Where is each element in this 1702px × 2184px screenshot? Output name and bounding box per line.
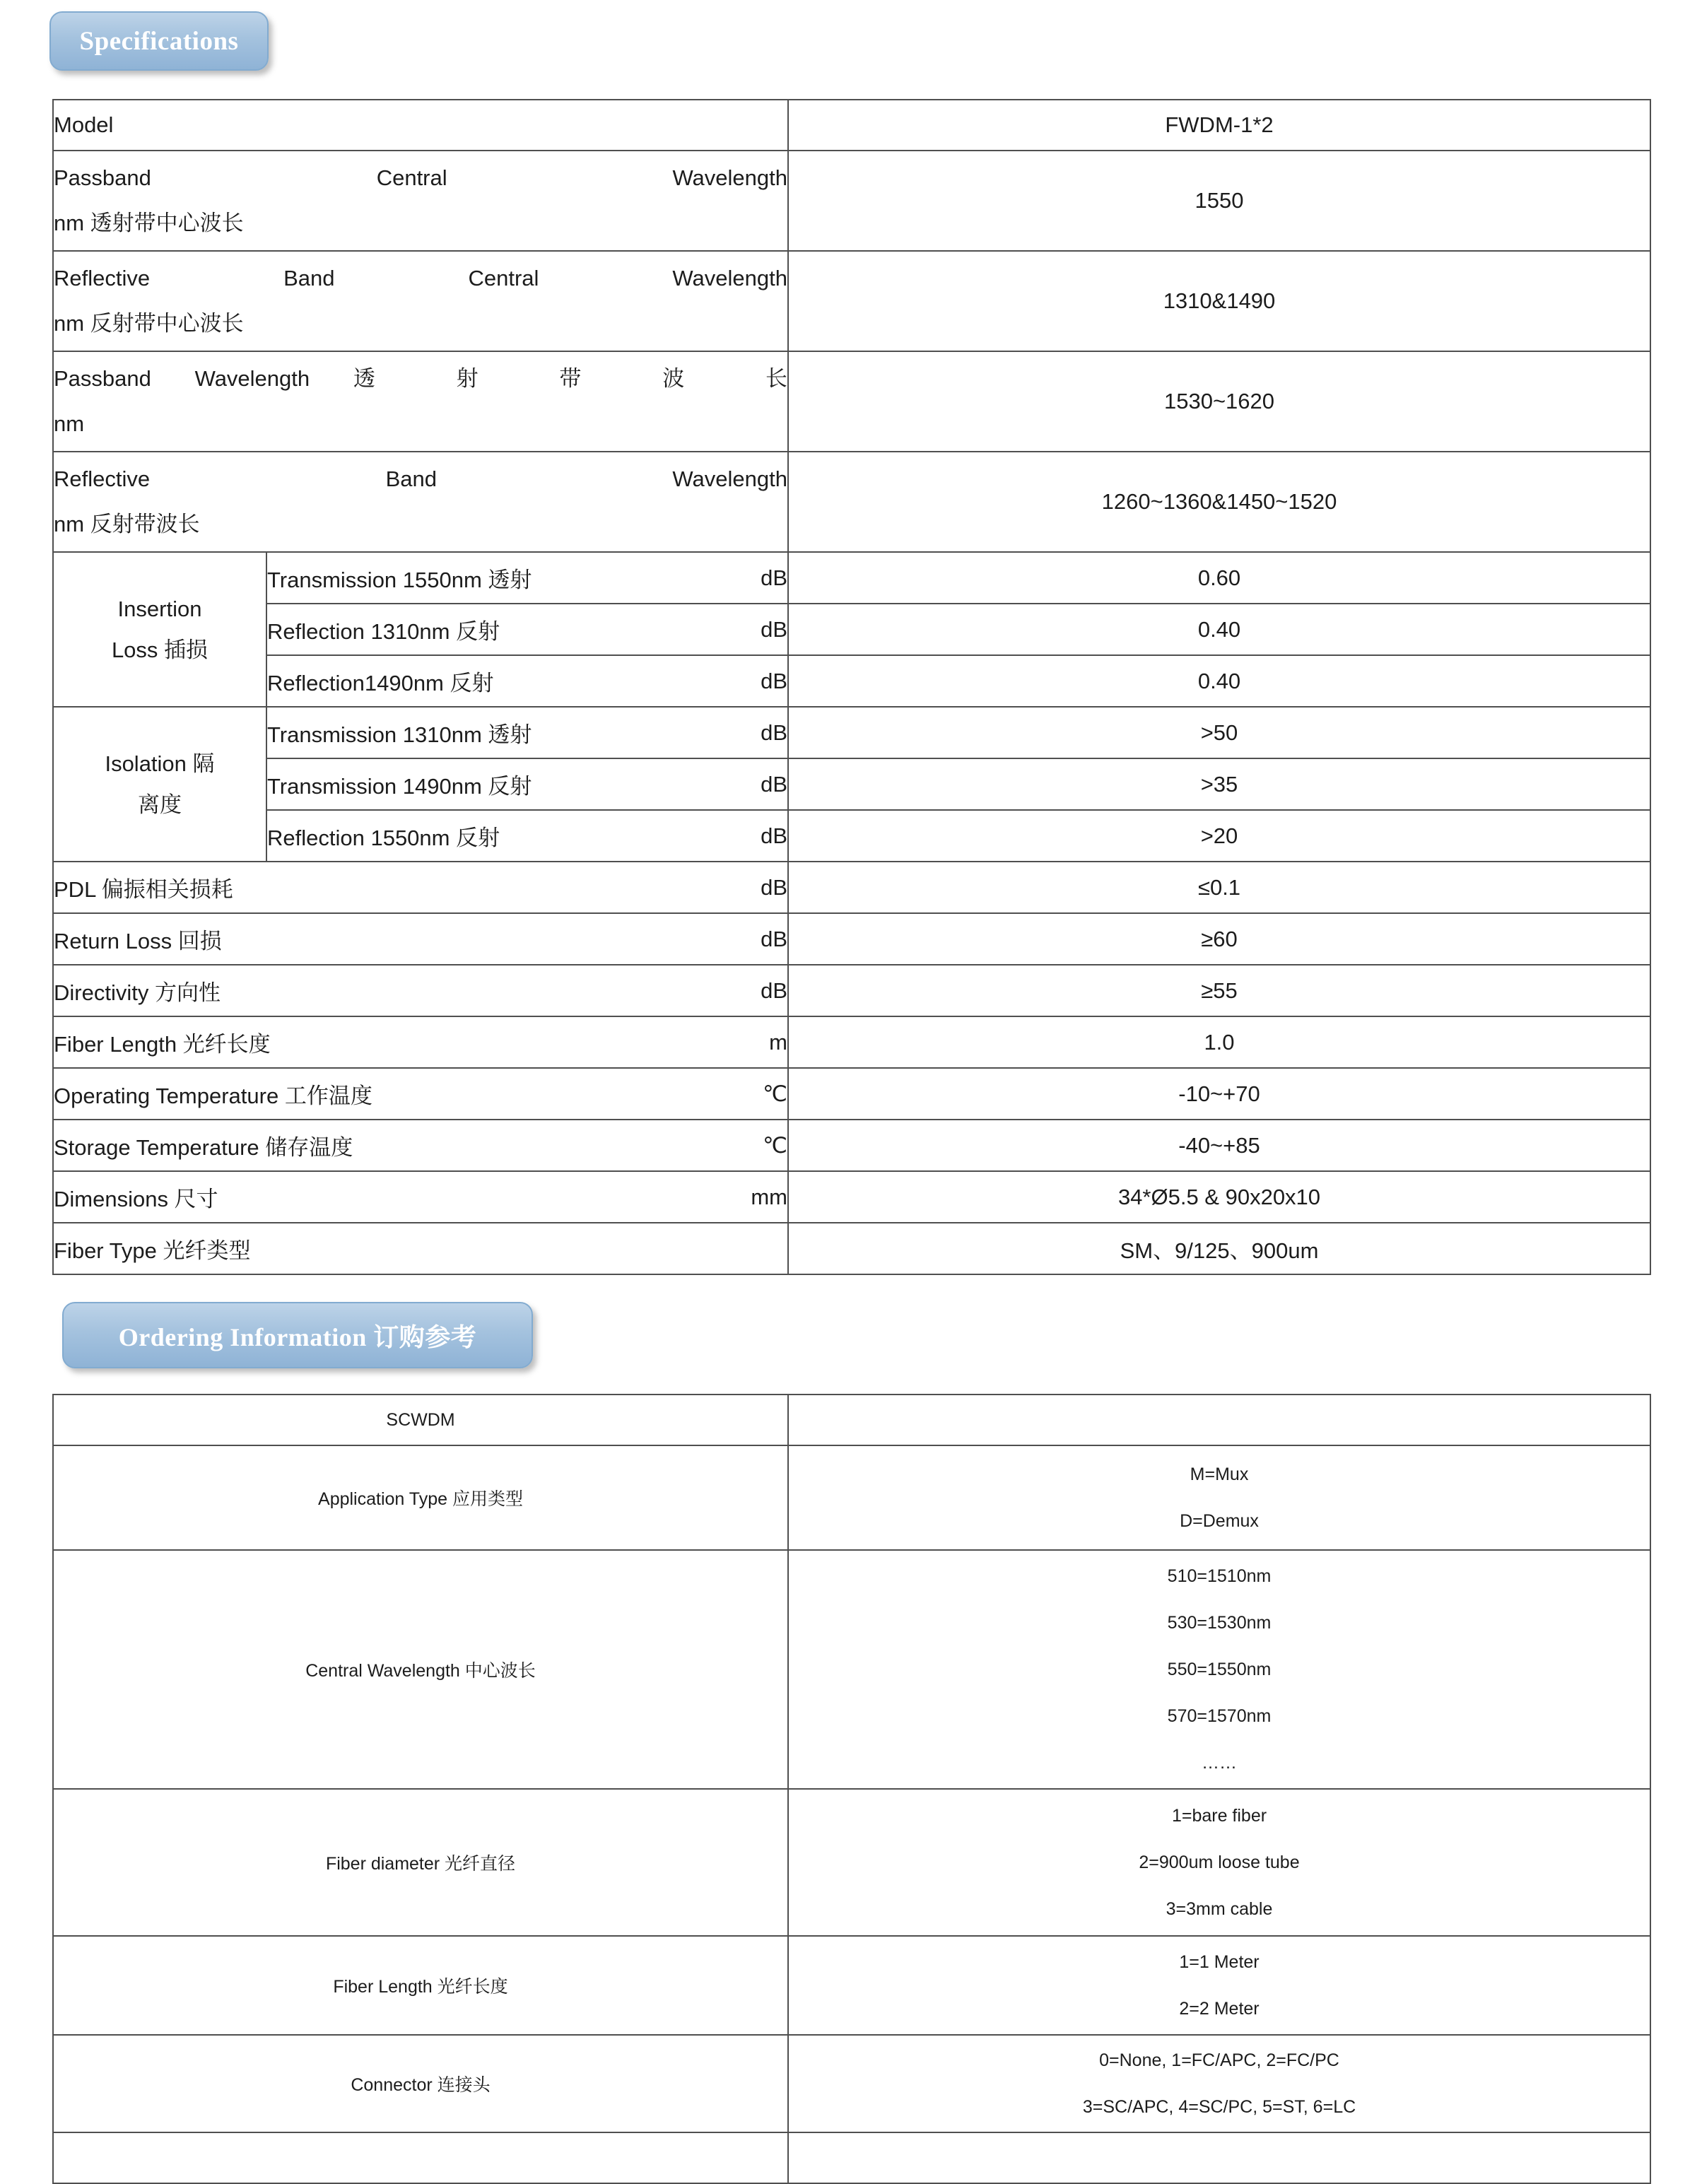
spec-isolation-label-line1: Isolation 隔	[105, 751, 215, 776]
spec-reflective-central-value: 1310&1490	[788, 251, 1650, 351]
spec-row-isolation-2	[53, 758, 1650, 810]
spec-insertion-sub2-label-cell	[266, 604, 788, 655]
ordering-central-wavelength-label: Central Wavelength 中心波长	[53, 1550, 788, 1789]
spec-dimensions-label: Dimensions 尺寸	[54, 1187, 218, 1211]
spec-insertion-loss-group-label	[53, 552, 266, 707]
spec-return-loss-label-cell	[53, 913, 788, 965]
spec-row-passband-wavelength	[53, 351, 1650, 452]
spec-row-insertion-loss-2	[53, 604, 1650, 655]
spec-isolation-label-line2: 离度	[138, 792, 182, 817]
spec-passband-central-label-line2: nm 透射带中心波长	[54, 211, 244, 235]
spec-directivity-label-cell	[53, 965, 788, 1016]
ordering-central-wavelength-option: 570=1570nm	[1167, 1706, 1272, 1726]
spec-model-label: Model	[54, 112, 114, 137]
spec-passband-central-label-cell	[53, 151, 788, 251]
ordering-application-type-option: D=Demux	[1180, 1511, 1259, 1531]
spec-isolation-group-label	[53, 707, 266, 862]
ordering-information-section-badge	[62, 1302, 533, 1368]
ordering-cutoff-label-cell	[53, 2132, 788, 2183]
ordering-row-central-wavelength	[53, 1550, 1650, 1789]
spec-model-label-cell	[53, 100, 788, 151]
ordering-central-wavelength-values	[788, 1550, 1650, 1789]
ordering-row-scwdm	[53, 1395, 1650, 1445]
spec-insertion-sub2-unit: dB	[761, 616, 787, 642]
spec-insertion-sub1-label: Transmission 1550nm 透射	[267, 568, 532, 592]
spec-fiber-type-value: SM、9/125、900um	[788, 1223, 1650, 1274]
spec-fiber-length-label-cell	[53, 1016, 788, 1068]
spec-model-value: FWDM-1*2	[788, 100, 1650, 151]
ordering-fiber-diameter-option: 3=3mm cable	[1166, 1899, 1273, 1919]
spec-row-dimensions	[53, 1171, 1650, 1223]
ordering-fiber-length-option: 1=1 Meter	[1179, 1952, 1260, 1972]
ordering-table	[52, 1394, 1651, 2184]
spec-fiber-length-unit: m	[769, 1029, 787, 1055]
spec-reflective-central-label-line2: nm 反射带中心波长	[54, 311, 244, 336]
spec-insertion-loss-label-line2: Loss 插损	[111, 637, 209, 662]
spec-pdl-label-cell	[53, 862, 788, 913]
spec-passband-wavelength-label-line1: Passband Wavelength 透 射 带 波 长	[54, 366, 787, 391]
spec-passband-wavelength-label-cell	[53, 351, 788, 452]
spec-pdl-unit: dB	[761, 874, 787, 900]
spec-return-loss-unit: dB	[761, 926, 787, 951]
spec-isolation-sub3-value: >20	[788, 810, 1650, 862]
spec-isolation-sub1-value: >50	[788, 707, 1650, 758]
spec-isolation-sub3-unit: dB	[761, 823, 787, 848]
spec-row-isolation-1	[53, 707, 1650, 758]
spec-insertion-loss-label-line1: Insertion	[117, 596, 202, 621]
spec-isolation-sub1-unit: dB	[761, 720, 787, 745]
spec-reflective-wavelength-value: 1260~1360&1450~1520	[788, 452, 1650, 552]
spec-row-pdl	[53, 862, 1650, 913]
ordering-cutoff-value-cell	[788, 2132, 1650, 2183]
ordering-row-application-type	[53, 1445, 1650, 1550]
ordering-central-wavelength-option: 530=1530nm	[1167, 1613, 1272, 1633]
specifications-section-badge	[49, 11, 269, 71]
spec-passband-central-value: 1550	[788, 151, 1650, 251]
spec-row-isolation-3	[53, 810, 1650, 862]
spec-passband-wavelength-value: 1530~1620	[788, 351, 1650, 452]
ordering-fiber-diameter-option: 2=900um loose tube	[1139, 1853, 1300, 1872]
spec-reflective-wavelength-label-line2: nm 反射带波长	[54, 512, 200, 536]
spec-row-reflective-wavelength	[53, 452, 1650, 552]
specifications-section-title: Specifications	[79, 26, 239, 56]
spec-storage-temp-label-cell	[53, 1120, 788, 1171]
spec-isolation-sub1-label: Transmission 1310nm 透射	[267, 722, 532, 747]
spec-reflective-central-label-cell	[53, 251, 788, 351]
spec-row-return-loss	[53, 913, 1650, 965]
spec-insertion-sub3-label-cell	[266, 655, 788, 707]
spec-dimensions-label-cell	[53, 1171, 788, 1223]
spec-storage-temp-label: Storage Temperature 储存温度	[54, 1135, 353, 1160]
spec-operating-temp-label-cell	[53, 1068, 788, 1120]
spec-fiber-length-label: Fiber Length 光纤长度	[54, 1032, 271, 1057]
spec-passband-central-label-line1: Passband Central Wavelength	[54, 165, 787, 190]
ordering-scwdm-label: SCWDM	[53, 1395, 788, 1445]
spec-operating-temp-unit: ℃	[763, 1081, 787, 1106]
ordering-application-type-option: M=Mux	[1190, 1464, 1249, 1484]
ordering-fiber-length-values	[788, 1936, 1650, 2035]
ordering-row-fiber-length	[53, 1936, 1650, 2035]
spec-insertion-sub1-label-cell	[266, 552, 788, 604]
spec-table	[52, 99, 1651, 1275]
spec-row-reflective-central-wavelength	[53, 251, 1650, 351]
spec-directivity-unit: dB	[761, 977, 787, 1003]
spec-fiber-type-label: Fiber Type 光纤类型	[54, 1238, 251, 1263]
spec-insertion-sub1-unit: dB	[761, 565, 787, 590]
ordering-information-section-title: Ordering Information 订购参考	[118, 1322, 477, 1351]
spec-insertion-sub2-label: Reflection 1310nm 反射	[267, 619, 500, 644]
spec-isolation-sub1-label-cell	[266, 707, 788, 758]
spec-isolation-sub2-label: Transmission 1490nm 反射	[267, 774, 532, 799]
spec-isolation-sub3-label-cell	[266, 810, 788, 862]
spec-row-operating-temperature	[53, 1068, 1650, 1120]
spec-insertion-sub3-unit: dB	[761, 668, 787, 693]
spec-insertion-sub1-value: 0.60	[788, 552, 1650, 604]
ordering-central-wavelength-option: 550=1550nm	[1167, 1660, 1272, 1679]
ordering-fiber-diameter-option: 1=bare fiber	[1171, 1806, 1267, 1826]
spec-row-insertion-loss-3	[53, 655, 1650, 707]
spec-row-passband-central-wavelength	[53, 151, 1650, 251]
spec-insertion-sub3-label: Reflection1490nm 反射	[267, 671, 494, 695]
ordering-scwdm-value-cell	[788, 1395, 1650, 1445]
ordering-central-wavelength-option: 510=1510nm	[1167, 1566, 1272, 1586]
ordering-fiber-length-option: 2=2 Meter	[1179, 1999, 1260, 2019]
ordering-row-cutoff	[53, 2132, 1650, 2183]
ordering-connector-label: Connector 连接头	[53, 2035, 788, 2132]
spec-directivity-value: ≥55	[788, 965, 1650, 1016]
ordering-connector-values	[788, 2035, 1650, 2132]
spec-passband-wavelength-label-line2: nm	[54, 411, 85, 436]
ordering-connector-option: 0=None, 1=FC/APC, 2=FC/PC	[1099, 2050, 1339, 2070]
ordering-application-type-label: Application Type 应用类型	[53, 1445, 788, 1550]
spec-isolation-sub2-unit: dB	[761, 771, 787, 797]
spec-isolation-sub2-label-cell	[266, 758, 788, 810]
spec-row-insertion-loss-1	[53, 552, 1650, 604]
ordering-row-connector	[53, 2035, 1650, 2132]
spec-operating-temp-value: -10~+70	[788, 1068, 1650, 1120]
ordering-fiber-length-label: Fiber Length 光纤长度	[53, 1936, 788, 2035]
spec-pdl-value: ≤0.1	[788, 862, 1650, 913]
spec-dimensions-unit: mm	[751, 1184, 787, 1209]
spec-return-loss-value: ≥60	[788, 913, 1650, 965]
spec-storage-temp-value: -40~+85	[788, 1120, 1650, 1171]
spec-operating-temp-label: Operating Temperature 工作温度	[54, 1084, 372, 1108]
spec-pdl-label: PDL 偏振相关损耗	[54, 877, 233, 902]
spec-isolation-sub3-label: Reflection 1550nm 反射	[267, 826, 500, 850]
spec-reflective-wavelength-label-cell	[53, 452, 788, 552]
spec-dimensions-value: 34*Ø5.5 & 90x20x10	[788, 1171, 1650, 1223]
spec-isolation-sub2-value: >35	[788, 758, 1650, 810]
spec-row-storage-temperature	[53, 1120, 1650, 1171]
spec-row-directivity	[53, 965, 1650, 1016]
spec-reflective-central-label-line1: Reflective Band Central Wavelength	[54, 266, 787, 290]
ordering-application-type-values	[788, 1445, 1650, 1550]
ordering-central-wavelength-option: ……	[1202, 1753, 1237, 1773]
spec-row-fiber-length	[53, 1016, 1650, 1068]
ordering-fiber-diameter-label: Fiber diameter 光纤直径	[53, 1789, 788, 1936]
spec-directivity-label: Directivity 方向性	[54, 980, 221, 1005]
spec-insertion-sub3-value: 0.40	[788, 655, 1650, 707]
spec-row-fiber-type	[53, 1223, 1650, 1274]
spec-fiber-type-label-cell	[53, 1223, 788, 1274]
ordering-connector-option: 3=SC/APC, 4=SC/PC, 5=ST, 6=LC	[1082, 2097, 1356, 2117]
spec-fiber-length-value: 1.0	[788, 1016, 1650, 1068]
spec-row-model	[53, 100, 1650, 151]
spec-reflective-wavelength-label-line1: Reflective Band Wavelength	[54, 466, 787, 491]
ordering-row-fiber-diameter	[53, 1789, 1650, 1936]
spec-return-loss-label: Return Loss 回损	[54, 929, 222, 953]
spec-storage-temp-unit: ℃	[763, 1132, 787, 1158]
ordering-fiber-diameter-values	[788, 1789, 1650, 1936]
spec-insertion-sub2-value: 0.40	[788, 604, 1650, 655]
